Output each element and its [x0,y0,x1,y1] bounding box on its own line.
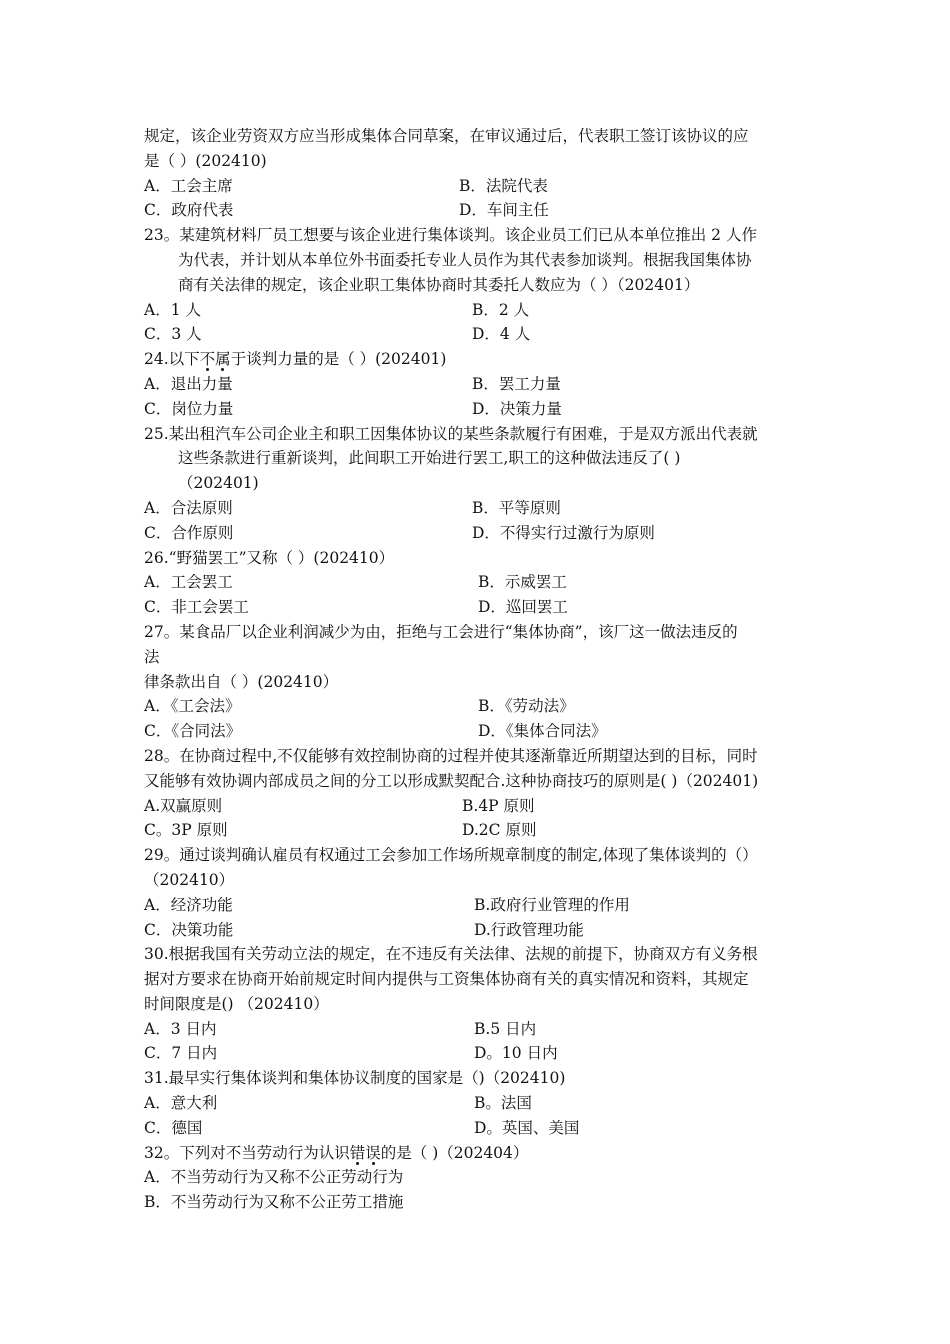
answer-option: D.行政管理功能 [474,920,584,939]
answer-option: C．合作原则 [144,523,234,542]
text-line: 是（ ）(202410) [144,151,267,170]
emphasis-char: 误 [365,1143,381,1162]
emphasis-char: 属 [215,350,231,369]
answer-option: A．3 日内 [144,1019,217,1038]
answer-option: A．经济功能 [144,895,233,914]
answer-option: C。3P 原则 [144,821,228,840]
question-list [144,124,814,1215]
answer-option: B．法院代表 [459,176,548,195]
answer-options-row [144,1017,814,1042]
answer-options-row [144,794,814,819]
answer-options-row [144,818,814,843]
text-line: 23。某建筑材料厂员工想要与该企业进行集体谈判。该企业员工们已从本单位推出 2 人作 [144,226,757,245]
answer-option: B．《劳动法》 [478,697,575,716]
answer-option: D．4 人 [472,325,531,344]
question-line [144,1141,814,1166]
text-line: 规定，该企业劳资双方应当形成集体合同草案，在审议通过后，代表职工签订该协议的应 [144,127,749,145]
answer-option: B。法国 [474,1094,532,1113]
text-line: 律条款出自（ ）(202410） [144,672,339,691]
answer-option: A．工会罢工 [144,573,233,592]
text-line: 25.某出租汽车公司企业主和职工因集体协议的某些条款履行有困难，于是双方派出代表就 [144,424,758,443]
answer-option: D．不得实行过激行为原则 [472,523,655,542]
emphasis-char: 不 [199,350,216,369]
answer-option: D．《集体合同法》 [478,722,607,741]
answer-option: B．2 人 [472,300,530,319]
answer-options-row [144,1116,814,1141]
text-line: 26.“野猫罢工”又称（ ）(202410） [144,548,395,567]
text-line: 又能够有效协调内部成员之间的分工以形成默契配合.这种协商技巧的原则是( )（202401) [144,771,759,790]
answer-option: C．非工会罢工 [144,598,249,617]
text-line: 28。在协商过程中,不仅能够有效控制协商的过程并使其逐渐靠近所期望达到的目标，同时 [144,746,758,765]
emphasis-char: 错 [349,1143,366,1162]
text-line: 31.最早实行集体谈判和集体协议制度的国家是（)（202410) [144,1069,566,1088]
answer-option: A．《工会法》 [144,697,241,716]
question-text: 于谈判力量的是（ ）(202401) [230,350,447,369]
question-line [144,347,814,372]
answer-option: D．车间主任 [459,201,549,220]
question-text: 24.以下 [144,350,200,369]
answer-option: A．1 人 [144,300,201,319]
answer-option: B.4P 原则 [462,796,535,815]
answer-options-row [144,719,814,744]
text-line: 商有关法律的规定，该企业职工集体协商时其委托人数应为（ ）（202401） [178,275,700,294]
answer-options-row [144,1091,814,1116]
answer-options-row [144,298,814,323]
answer-options-row [144,372,814,397]
answer-option: C．决策功能 [144,920,234,939]
answer-options-row [144,397,814,422]
answer-options-row [144,496,814,521]
answer-option: C．政府代表 [144,201,234,220]
answer-options-row [144,893,814,918]
answer-option: B．罢工力量 [472,374,561,393]
answer-option: B．平等原则 [472,498,561,517]
answer-option: C．7 日内 [144,1044,218,1063]
answer-option: A．意大利 [144,1094,218,1113]
answer-option: C．岗位力量 [144,399,234,418]
answer-option: A．合法原则 [144,498,233,517]
answer-option: C．德国 [144,1118,203,1137]
text-line: 法 [144,647,160,666]
text-line: 这些条款进行重新谈判，此间职工开始进行罢工,职工的这种做法违反了( ) [178,449,681,468]
text-line: 29。通过谈判确认雇员有权通过工会参加工作场所规章制度的制定,体现了集体谈判的（） [144,846,758,865]
text-line: 时间限度是() （202410） [144,994,329,1013]
text-line: （202401) [178,474,259,493]
answer-options-row [144,595,814,620]
text-line: 据对方要求在协商开始前规定时间内提供与工资集体协商有关的真实情况和资料，其规定 [144,970,749,989]
answer-option: D．决策力量 [472,399,562,418]
answer-options-row [144,694,814,719]
text-line: B．不当劳动行为又称不公正劳工措施 [144,1193,404,1212]
text-line: 27。某食品厂以企业利润减少为由，拒绝与工会进行“集体协商”，该厂这一做法违反的 [144,622,738,641]
answer-option: B．示威罢工 [478,573,567,592]
answer-option: D。英国、美国 [474,1118,580,1137]
answer-options-row [144,521,814,546]
answer-options-row [144,174,814,199]
answer-option: D．巡回罢工 [478,598,568,617]
answer-option: B.5 日内 [474,1019,537,1038]
answer-option: C．《合同法》 [144,722,242,741]
answer-option: B.政府行业管理的作用 [474,895,630,914]
answer-options-row [144,918,814,943]
text-line: （202410） [144,870,235,889]
text-line: 30.根据我国有关劳动立法的规定，在不违反有关法律、法规的前提下，协商双方有义务根 [144,945,758,964]
question-text: 的是（ )（202404） [380,1143,529,1162]
answer-option: D。10 日内 [474,1044,558,1063]
answer-option: A．退出力量 [144,374,233,393]
answer-options-row [144,570,814,595]
text-line: 为代表，并计划从本单位外书面委托专业人员作为其代表参加谈判。根据我国集体协 [178,250,752,269]
answer-option: C．3 人 [144,325,202,344]
answer-options-row [144,198,814,223]
answer-option: A.双赢原则 [144,796,223,815]
answer-option: A．工会主席 [144,176,233,195]
text-line: A．不当劳动行为又称不公正劳动行为 [144,1168,404,1187]
answer-options-row [144,322,814,347]
answer-options-row [144,1041,814,1066]
question-text: 32。下列对不当劳动行为认识 [144,1143,350,1162]
answer-option: D.2C 原则 [462,821,537,840]
